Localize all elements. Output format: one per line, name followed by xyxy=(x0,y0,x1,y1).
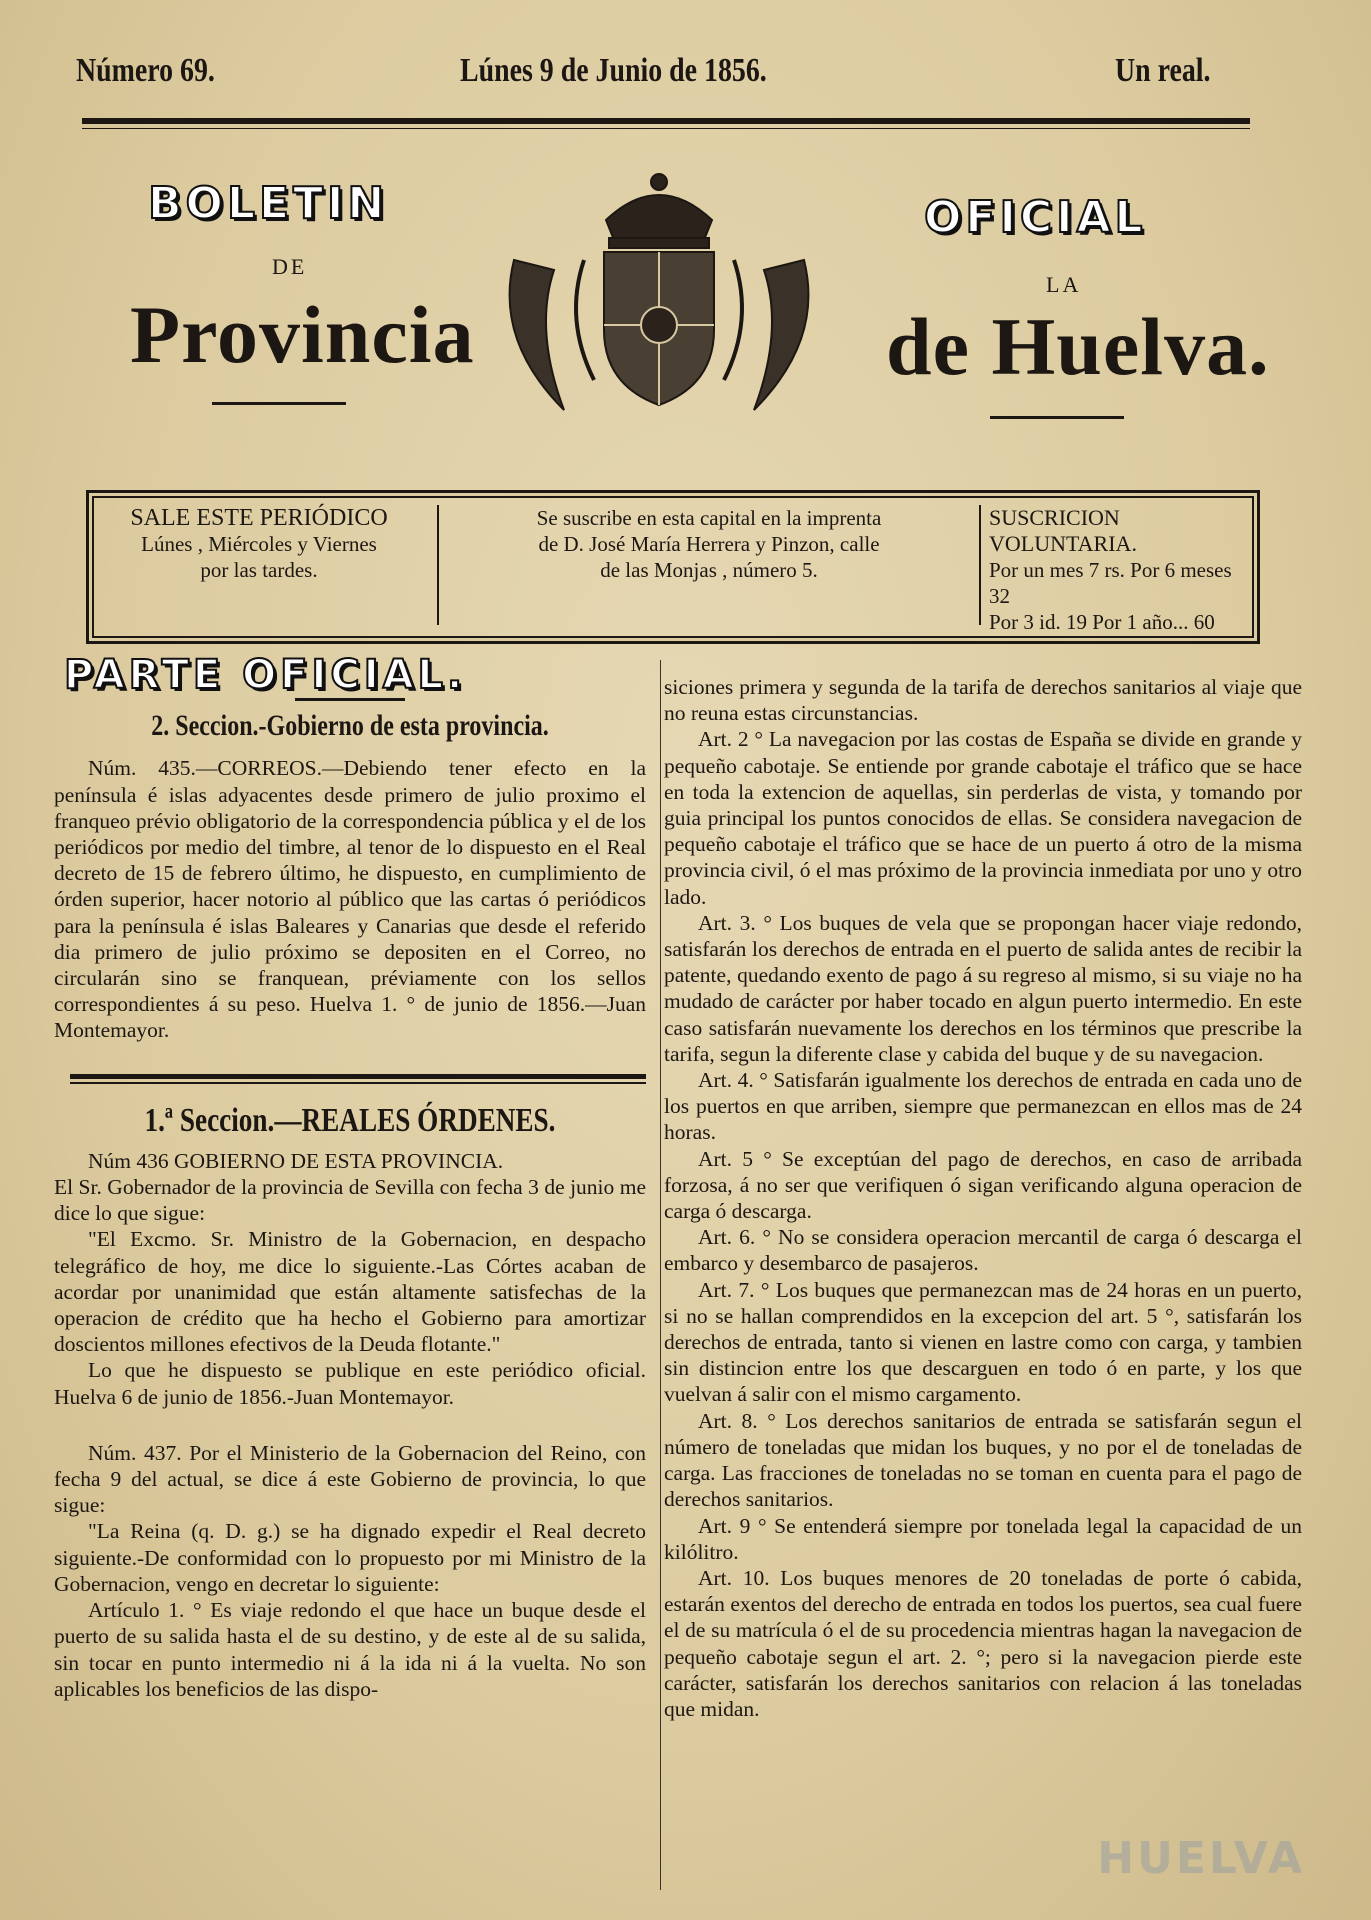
schedule-title: SALE ESTE PERIÓDICO xyxy=(130,505,388,531)
header-rule xyxy=(82,118,1250,124)
box-divider xyxy=(437,505,439,625)
seccion-1-heading: 1.ª Seccion.—REALES ÓRDENES. xyxy=(144,1101,556,1139)
section-rule-thin xyxy=(70,1082,646,1084)
notice-436-quote: "El Excmo. Sr. Ministro de la Gobernacion, en despacho telegráfico de hoy, me dice lo siguiente.-Las Córtes acaban de acordar por unanimidad que están altamente satisfechas de la operacion de crédito que ha hecho el Gobierno para amortizar doscientos millones efectivos de la Deuda flotante." xyxy=(54,1227,646,1357)
seccion-2-heading: 2. Seccion.-Gobierno de esta provincia. xyxy=(151,709,549,743)
subscription-line-1: Se suscribe en esta capital en la imprenta xyxy=(536,506,882,530)
issue-number: Número 69. xyxy=(76,52,215,89)
subscription-line-2: de D. José María Herrera y Pinzon, calle xyxy=(538,532,880,556)
column-divider xyxy=(660,660,661,1890)
price-line-1: Por un mes 7 rs. Por 6 meses 32 xyxy=(989,558,1232,608)
watermark-logo: HUELVA xyxy=(1097,1833,1305,1884)
header-rule-thin xyxy=(82,128,1250,129)
parte-oficial-heading: PARTE OFICIAL. xyxy=(64,652,467,698)
subscription-line-3: de las Monjas , número 5. xyxy=(600,558,818,582)
issue-date: Lúnes 9 de Junio de 1856. xyxy=(460,52,767,89)
article-10: Art. 10. Los buques menores de 20 toneladas de porte ó cabida, estarán exentos del derecho de entrada en todos los puertos, sea cual fuere el de su matrícula ó el de su procedencia mientras hagan la navegacion de pequeño cabotaje segun el art. 2. °; pero si la navegacion pierde este carácter, satisfarán los derechos sanitarios con relacion á las toneladas que midan. xyxy=(664,1565,1302,1721)
notice-436-closing: Lo que he dispuesto se publique en este periódico oficial. Huelva 6 de junio de 1856.-Juan Montemayor. xyxy=(54,1358,646,1409)
masthead-de: DE xyxy=(272,254,308,279)
article-3: Art. 3. ° Los buques de vela que se propongan hacer viaje redondo, satisfarán los derechos de entrada en el puerto de salida antes de recibir la patente, quedando exento de pago á su regreso al mismo, si su viaje no ha mudado de carácter por haber tocado en algun puerto intermedio. En este caso satisfarán nuevamente los derechos en los términos que prescribe la tarifa, segun la diferente clase y cabida del buque y de su navegacion. xyxy=(664,910,1302,1066)
price-line-2: Por 3 id. 19 Por 1 año... 60 xyxy=(989,610,1215,634)
ornament-right xyxy=(990,416,1124,419)
masthead-provincia: Provincia xyxy=(130,289,475,380)
box-divider xyxy=(979,505,981,625)
coat-of-arms-emblem xyxy=(494,160,824,430)
article-5: Art. 5 ° Se exceptúan del pago de derechos, en caso de arribada forzosa, á no ser que verifiquen ó sigan verificando alguna operacion de carga ó descarga. xyxy=(664,1146,1302,1224)
publication-schedule xyxy=(99,505,419,583)
issue-price: Un real. xyxy=(1115,52,1211,89)
notice-436-title: Núm 436 GOBIERNO DE ESTA PROVINCIA. xyxy=(88,1148,504,1173)
masthead-boletin: BOLETIN xyxy=(148,178,389,229)
article-2: Art. 2 ° La navegacion por las costas de España se divide en grande y pequeño cabotaje. Se entiende por grande cabotaje el tráfico que se hace en toda la extencion de aquellas, sin perderlas de vista, y tomando por guia principal los puntos conocidos de ellas. Se considera navegacion de pequeño cabotaje el tráfico que se hace de un puerto á otro de la misma provincia civil, ó el mas próximo de la provincia inmediata por uno y otro lado. xyxy=(664,727,1302,909)
subscription-title: SUSCRICION VOLUNTARIA. xyxy=(989,505,1137,556)
masthead-oficial: OFICIAL xyxy=(924,192,1147,243)
article-9: Art. 9 ° Se entenderá siempre por tonelada legal la capacidad de un kilólitro. xyxy=(664,1513,1302,1564)
article-6: Art. 6. ° No se considera operacion mercantil de carga ó descarga el embarco y desembarco de pasajeros. xyxy=(664,1225,1302,1276)
notice-435: Núm. 435.—CORREOS.—Debiendo tener efecto en la península é islas adyacentes desde primero de julio proximo el franqueo prévio obligatorio de la correspondencia pública y el de los periódicos por medio del timbre, al tenor de lo dispuesto en el Real decreto de 15 de febrero último, he dispuesto, en cumplimiento de órden superior, hacer notorio al público que las cartas ó periódicos para la península é islas Baleares y Canarias que desde el referido dia primero de julio próximo se depositen en el Correo, no circularán sino se franquean, préviamente con los sellos correspondientes á su peso. Huelva 1. ° de junio de 1856.—Juan Montemayor. xyxy=(54,756,646,1043)
article-4: Art. 4. ° Satisfarán igualmente los derechos de entrada en cada uno de los puertos en que arriben, siempre que permanezcan en ellos mas de 24 horas. xyxy=(664,1068,1302,1145)
subscription-info-box xyxy=(86,490,1260,644)
masthead-la: LA xyxy=(1046,272,1082,297)
notice-437-intro: Núm. 437. Por el Ministerio de la Gobernacion del Reino, con fecha 9 del actual, se dice á este Gobierno de provincia, lo que sigue: xyxy=(54,1440,646,1518)
ornament-left xyxy=(212,402,346,405)
voluntary-subscription xyxy=(989,505,1251,635)
section-rule xyxy=(70,1074,646,1079)
schedule-time: por las tardes. xyxy=(200,558,318,582)
subscription-location xyxy=(449,505,969,583)
masthead-huelva: de Huelva. xyxy=(886,301,1270,392)
article-7: Art. 7. ° Los buques que permanezcan mas de 24 horas en un puerto, si no se hallan comprendidos en la excepcion del art. 5 °, satisfarán los derechos de entrada, tanto si vienen en lastre como con carga, y tambien sin distincion entre los que descarguen en todo ó en parte, y los que vuelvan á salir con el mismo cargamento. xyxy=(664,1277,1302,1407)
left-column xyxy=(54,652,646,1702)
schedule-days: Lúnes , Miércoles y Viernes xyxy=(141,532,377,556)
ornament-rule xyxy=(295,698,405,701)
article-1-continued: siciones primera y segunda de la tarifa de derechos sanitarios al viaje que no reuna estas circunstancias. xyxy=(664,675,1302,726)
notice-436-intro: El Sr. Gobernador de la provincia de Sevilla con fecha 3 de junio me dice lo que sigue: xyxy=(54,1175,646,1226)
right-column xyxy=(664,674,1302,1722)
notice-437-decree: "La Reina (q. D. g.) se ha dignado expedir el Real decreto siguiente.-De conformidad con lo propuesto por mi Ministro de la Gobernacion, vengo en decretar lo siguiente: xyxy=(54,1519,646,1596)
notice-437-article-1: Artículo 1. ° Es viaje redondo el que hace un buque desde el puerto de su salida hasta el de su destino, y de este al de su salida, sin tocar en punto intermedio ni á la ida ni á la vuelta. No son aplicables los beneficios de las dispo- xyxy=(54,1598,646,1701)
article-8: Art. 8. ° Los derechos sanitarios de entrada se satisfarán segun el número de toneladas que midan los buques, y no por el de toneladas de carga. Las fracciones de toneladas no se toman en cuenta para el pago de derechos sanitarios. xyxy=(664,1408,1302,1512)
